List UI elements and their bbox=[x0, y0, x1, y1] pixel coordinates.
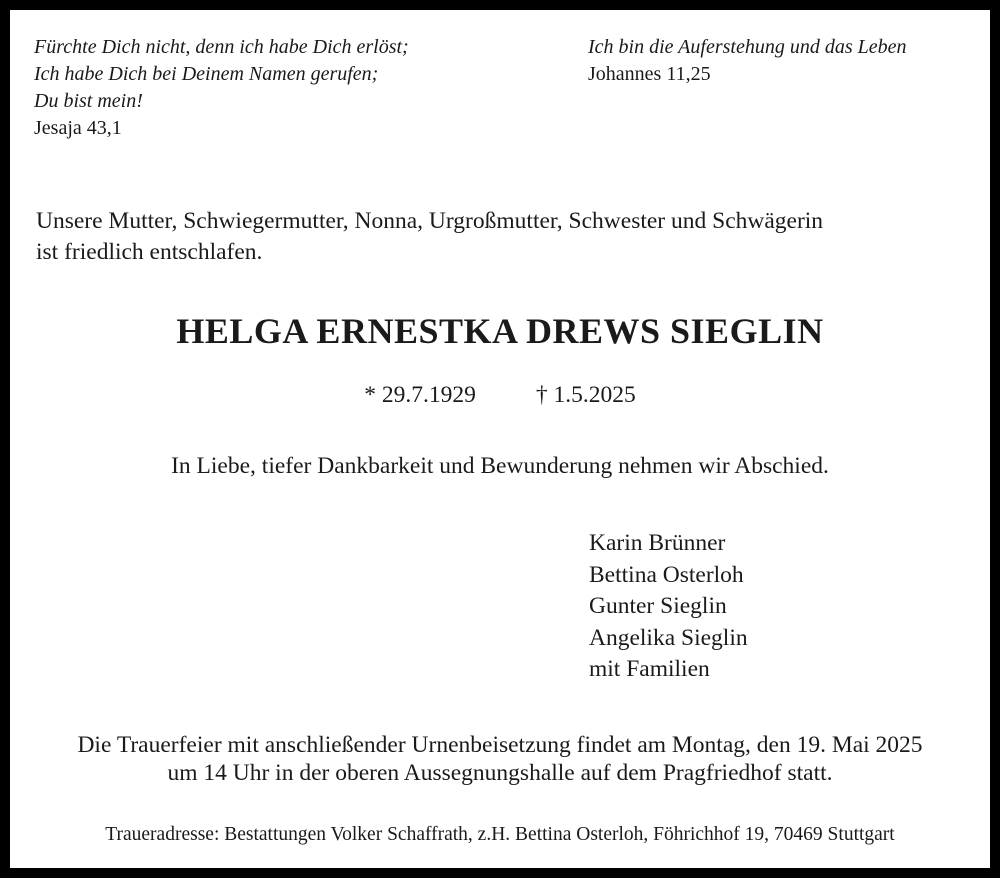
verse-line: Ich bin die Auferstehung und das Leben bbox=[588, 36, 907, 58]
intro-line: ist friedlich entschlafen. bbox=[36, 239, 263, 265]
farewell-text: In Liebe, tiefer Dankbarkeit und Bewunderung nehmen wir Abschied. bbox=[171, 453, 829, 479]
mourner-name: mit Familien bbox=[589, 656, 710, 682]
mourner-name: Bettina Osterloh bbox=[589, 561, 744, 588]
life-dates bbox=[10, 382, 990, 409]
death-date: † 1.5.2025 bbox=[535, 382, 636, 408]
verse-reference: Jesaja 43,1 bbox=[34, 117, 122, 139]
intro-line: Unsere Mutter, Schwiegermutter, Nonna, Urgroßmutter, Schwester und Schwägerin bbox=[36, 208, 824, 234]
verse-line: Du bist mein! bbox=[34, 90, 143, 112]
bible-verse-left bbox=[34, 34, 409, 142]
service-line: um 14 Uhr in der oberen Aussegnungshalle auf dem Pragfriedhof statt. bbox=[167, 760, 833, 786]
birth-date: * 29.7.1929 bbox=[364, 382, 476, 408]
verse-reference: Johannes 11,25 bbox=[588, 63, 711, 85]
mourners-list bbox=[589, 528, 748, 686]
intro-text bbox=[36, 206, 823, 268]
mourning-address: Traueradresse: Bestattungen Volker Schaffrath, z.H. Bettina Osterloh, Föhrichhof 19, 70469 Stuttgart bbox=[105, 824, 895, 845]
mourner-name: Angelika Sieglin bbox=[589, 624, 748, 651]
verse-line: Fürchte Dich nicht, denn ich habe Dich erlöst; bbox=[34, 36, 409, 58]
service-details bbox=[10, 731, 990, 787]
bible-verse-right bbox=[588, 34, 906, 88]
service-line: Die Trauerfeier mit anschließender Urnenbeisetzung findet am Montag, den 19. Mai 2025 bbox=[77, 732, 923, 758]
verse-line: Ich habe Dich bei Deinem Namen gerufen; bbox=[34, 63, 379, 85]
deceased-name: HELGA ERNESTKA DREWS SIEGLIN bbox=[176, 311, 824, 351]
mourner-name: Karin Brünner bbox=[589, 530, 726, 556]
mourner-name: Gunter Sieglin bbox=[589, 593, 727, 619]
